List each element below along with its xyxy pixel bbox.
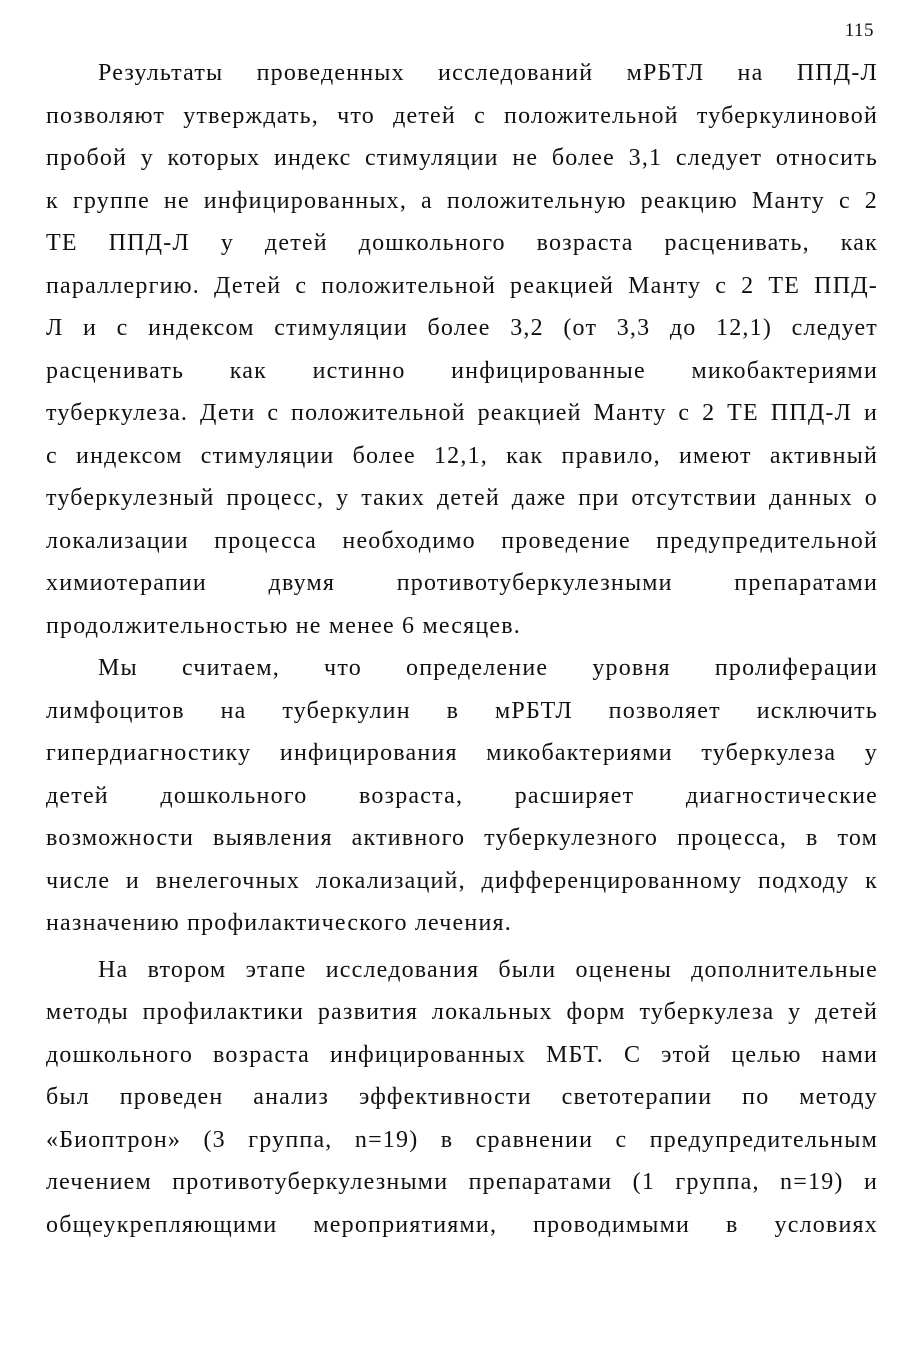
paragraph-1 [46, 52, 878, 647]
text-line: общеукрепляющими мероприятиями, проводимыми в условиях [46, 1211, 878, 1238]
text-line: ТЕ ППД-Л у детей дошкольного возраста расценивать, как [46, 230, 878, 256]
text-line: был проведен анализ эффективности светотерапии по методу [46, 1084, 878, 1110]
text-line: детей дошкольного возраста, расширяет диагностические [46, 782, 878, 809]
text-line: параллергию. Детей с положительной реакцией Манту с 2 ТЕ ППД- [46, 272, 878, 299]
paragraph-3 [46, 949, 878, 1247]
text-line: «Биоптрон» (3 группа, n=19) в сравнении с предупредительным [46, 1126, 878, 1153]
text-line: расценивать как истинно инфицированные микобактериями [46, 357, 878, 384]
text-line: лечением противотуберкулезными препаратами (1 группа, n=19) и [46, 1169, 878, 1195]
body-text [46, 52, 878, 1246]
text-line: возможности выявления активного туберкулезного процесса, в том [46, 825, 878, 851]
text-line: Результаты проведенных исследований мРБТЛ на ППД-Л [98, 60, 878, 86]
text-line: туберкулезный процесс, у таких детей даже при отсутствии данных о [46, 485, 878, 511]
text-line: к группе не инфицированных, а положительную реакцию Манту с 2 [46, 187, 878, 214]
text-line: лимфоцитов на туберкулин в мРБТЛ позволяет исключить [46, 697, 878, 724]
text-line: дошкольного возраста инфицированных МБТ. С этой целью нами [46, 1041, 878, 1068]
text-line: пробой у которых индекс стимуляции не более 3,1 следует относить [46, 145, 878, 171]
text-line: методы профилактики развития локальных форм туберкулеза у детей [46, 999, 878, 1025]
text-line: с индексом стимуляции более 12,1, как правило, имеют активный [46, 442, 878, 469]
text-line: позволяют утверждать, что детей с положительной туберкулиновой [46, 102, 878, 129]
text-line: гипердиагностику инфицирования микобактериями туберкулеза у [46, 740, 878, 766]
text-line: числе и внелегочных локализаций, дифференцированному подходу к [46, 867, 878, 894]
paragraph-2 [46, 647, 878, 945]
text-line: туберкулеза. Дети с положительной реакцией Манту с 2 ТЕ ППД-Л и [46, 400, 878, 426]
text-line: продолжительностью не менее 6 месяцев. [46, 612, 522, 639]
text-line: Мы считаем, что определение уровня пролиферации [98, 655, 878, 681]
text-line: химиотерапии двумя противотуберкулезными препаратами [46, 570, 878, 596]
text-line: локализации процесса необходимо проведение предупредительной [46, 527, 878, 554]
text-line: На втором этапе исследования были оценены дополнительные [98, 956, 878, 983]
page-number: 115 [844, 20, 874, 41]
text-line: Л и с индексом стимуляции более 3,2 (от 3,3 до 12,1) следует [46, 315, 878, 341]
text-line: назначению профилактического лечения. [46, 910, 512, 936]
